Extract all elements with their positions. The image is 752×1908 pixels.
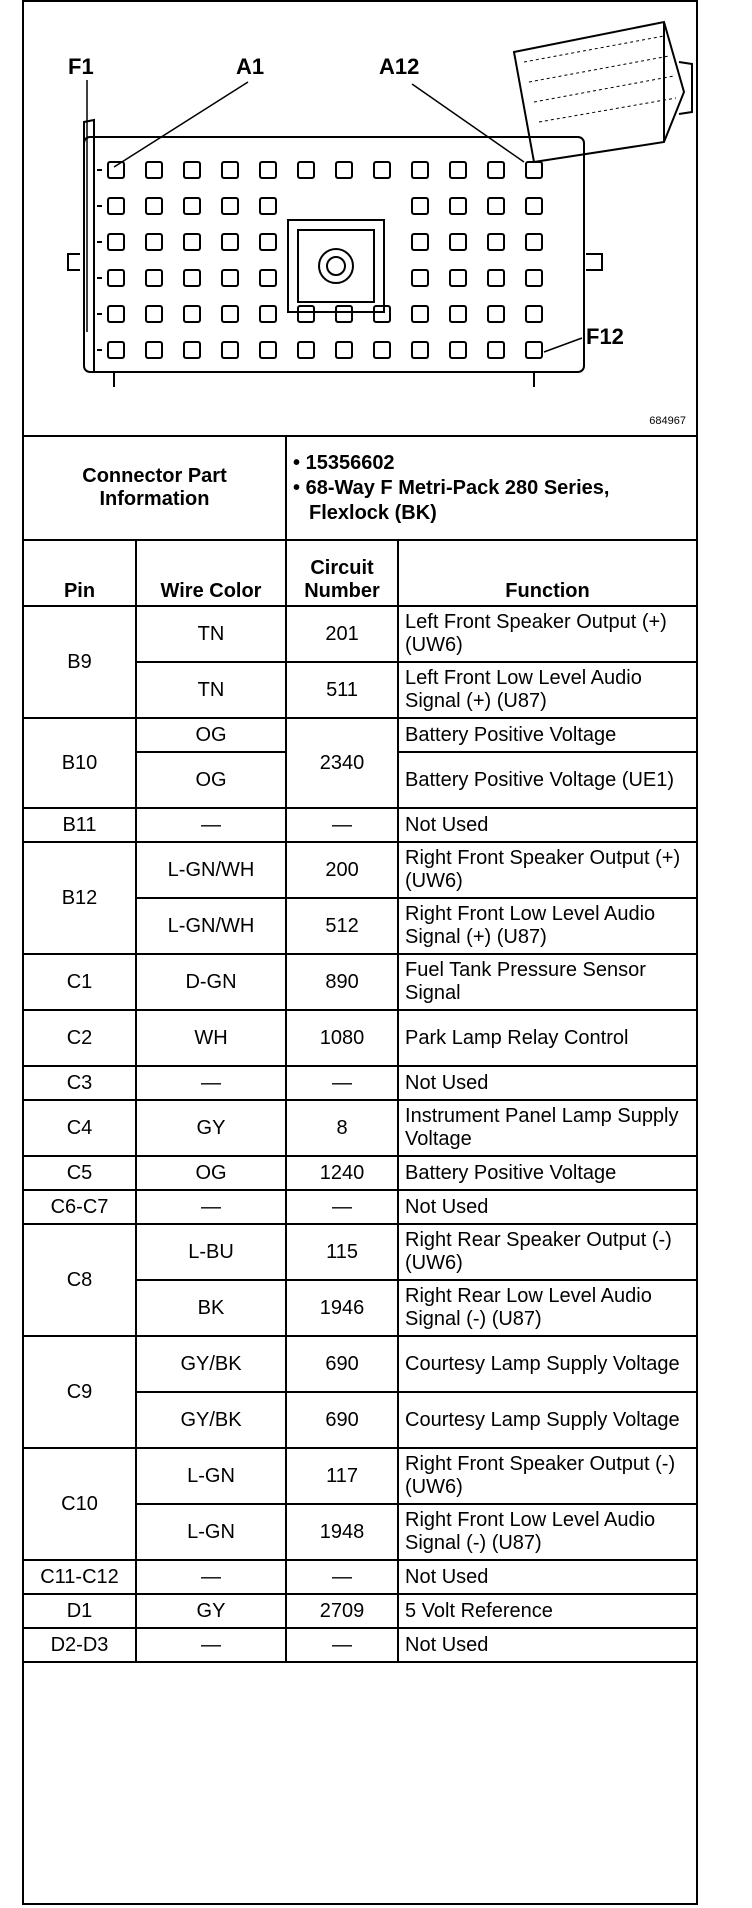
table-row: [24, 954, 696, 1010]
terminal-cavity: [184, 270, 200, 286]
function-cell: Not Used: [398, 1066, 696, 1100]
wire-color-cell: —: [136, 808, 286, 842]
terminal-cavity: [108, 162, 124, 178]
wire-color-cell: L-GN/WH: [136, 842, 286, 898]
pinout-table: [24, 437, 696, 1663]
connector-face-drawing: [24, 2, 696, 435]
wire-color-cell: —: [136, 1560, 286, 1594]
terminal-cavity: [260, 198, 276, 214]
terminal-cavity: [260, 234, 276, 250]
circuit-number-cell: 512: [286, 898, 398, 954]
table-row: [24, 1010, 696, 1066]
wire-color-cell: GY/BK: [136, 1336, 286, 1392]
terminal-cavity: [184, 234, 200, 250]
terminal-cavity: [450, 270, 466, 286]
wire-color-cell: L-GN/WH: [136, 898, 286, 954]
figure-id: 684967: [649, 415, 686, 427]
terminal-cavity: [526, 270, 542, 286]
connector-tab-left: [68, 254, 80, 270]
circuit-number-cell: 690: [286, 1336, 398, 1392]
table-row: [24, 808, 696, 842]
terminal-cavity: [336, 162, 352, 178]
table-row: [24, 842, 696, 898]
terminal-cavity: [488, 270, 504, 286]
function-cell: Right Front Speaker Output (-) (UW6): [398, 1448, 696, 1504]
center-boss-outer: [288, 220, 384, 312]
wire-color-cell: OG: [136, 752, 286, 808]
wire-color-cell: OG: [136, 1156, 286, 1190]
terminal-cavity: [184, 306, 200, 322]
function-cell: Right Rear Speaker Output (-) (UW6): [398, 1224, 696, 1280]
part-info-details: [286, 437, 696, 540]
circuit-number-cell: —: [286, 1066, 398, 1100]
pin-cell: C1: [24, 954, 136, 1010]
function-cell: Left Front Speaker Output (+) (UW6): [398, 606, 696, 662]
pin-cell: D1: [24, 1594, 136, 1628]
circuit-number-cell: 2340: [286, 718, 398, 808]
terminal-cavity: [260, 342, 276, 358]
terminal-cavity: [450, 234, 466, 250]
wire-color-cell: L-BU: [136, 1224, 286, 1280]
function-cell: Courtesy Lamp Supply Voltage: [398, 1392, 696, 1448]
pin-cell: C5: [24, 1156, 136, 1190]
table-row: [24, 718, 696, 752]
terminal-cavity: [526, 306, 542, 322]
circuit-number-cell: 890: [286, 954, 398, 1010]
wire-color-cell: —: [136, 1628, 286, 1662]
table-row: [24, 1560, 696, 1594]
function-cell: Right Front Low Level Audio Signal (-) (U87): [398, 1504, 696, 1560]
terminal-cavity: [488, 342, 504, 358]
center-bolt: [327, 257, 345, 275]
connector-body: [84, 137, 584, 372]
terminal-cavity: [526, 342, 542, 358]
function-cell: Left Front Low Level Audio Signal (+) (U87): [398, 662, 696, 718]
circuit-number-cell: —: [286, 1628, 398, 1662]
function-cell: 5 Volt Reference: [398, 1594, 696, 1628]
function-cell: Battery Positive Voltage: [398, 1156, 696, 1190]
function-cell: Park Lamp Relay Control: [398, 1010, 696, 1066]
terminal-cavity: [146, 342, 162, 358]
terminal-cavity: [526, 198, 542, 214]
pin-cell: C3: [24, 1066, 136, 1100]
center-boss-inner: [298, 230, 374, 302]
terminal-cavity: [374, 162, 390, 178]
terminal-cavity: [222, 342, 238, 358]
terminal-cavity: [146, 234, 162, 250]
pin-cell: C9: [24, 1336, 136, 1448]
header-wire-color: Wire Color: [136, 540, 286, 606]
wire-color-cell: OG: [136, 718, 286, 752]
terminal-cavity: [298, 306, 314, 322]
table-row: [24, 1066, 696, 1100]
wire-color-cell: TN: [136, 662, 286, 718]
part-number: • 15356602: [293, 451, 395, 474]
circuit-number-cell: —: [286, 808, 398, 842]
circuit-number-cell: 1080: [286, 1010, 398, 1066]
terminal-cavity: [412, 270, 428, 286]
pin-cell: B10: [24, 718, 136, 808]
terminal-cavity: [184, 198, 200, 214]
circuit-number-cell: 201: [286, 606, 398, 662]
leader-a1: [114, 82, 248, 167]
circuit-number-cell: 1948: [286, 1504, 398, 1560]
wire-color-cell: GY/BK: [136, 1392, 286, 1448]
terminal-cavity: [222, 234, 238, 250]
pin-cell: C8: [24, 1224, 136, 1336]
function-cell: Not Used: [398, 1560, 696, 1594]
function-cell: Battery Positive Voltage: [398, 718, 696, 752]
terminal-cavity: [412, 198, 428, 214]
wire-color-cell: —: [136, 1190, 286, 1224]
terminal-cavity: [108, 306, 124, 322]
pin-cell: C2: [24, 1010, 136, 1066]
table-row: [24, 1448, 696, 1504]
callout-a1: A1: [236, 54, 265, 79]
table-row: [24, 1190, 696, 1224]
function-cell: Fuel Tank Pressure Sensor Signal: [398, 954, 696, 1010]
pin-cell: B11: [24, 808, 136, 842]
connector-iso-outline: [514, 22, 684, 162]
circuit-number-cell: —: [286, 1560, 398, 1594]
table-row: [24, 1156, 696, 1190]
function-cell: Battery Positive Voltage (UE1): [398, 752, 696, 808]
terminal-cavity: [526, 162, 542, 178]
circuit-number-cell: 1946: [286, 1280, 398, 1336]
terminal-cavity: [450, 162, 466, 178]
terminal-cavity: [108, 198, 124, 214]
wire-color-cell: L-GN: [136, 1504, 286, 1560]
circuit-number-cell: 117: [286, 1448, 398, 1504]
part-info-row: [24, 437, 696, 540]
terminal-cavity: [488, 306, 504, 322]
part-info-label: Connector Part Information: [24, 437, 286, 540]
table-row: [24, 1336, 696, 1392]
terminal-cavity: [450, 198, 466, 214]
function-cell: Right Rear Low Level Audio Signal (-) (U87): [398, 1280, 696, 1336]
connector-feet: [114, 372, 534, 387]
pin-cell: B9: [24, 606, 136, 718]
terminal-cavity: [298, 162, 314, 178]
terminal-cavity: [450, 342, 466, 358]
terminal-cavity: [336, 342, 352, 358]
function-cell: Instrument Panel Lamp Supply Voltage: [398, 1100, 696, 1156]
wire-color-cell: GY: [136, 1100, 286, 1156]
terminal-cavity: [412, 234, 428, 250]
terminal-cavity: [108, 342, 124, 358]
connector-description: • 68-Way F Metri-Pack 280 Series, Flexlock (BK): [293, 476, 610, 524]
wire-color-cell: TN: [136, 606, 286, 662]
table-row: [24, 606, 696, 662]
circuit-number-cell: 115: [286, 1224, 398, 1280]
terminal-cavity: [450, 306, 466, 322]
callout-f12: F12: [586, 324, 624, 349]
callout-f1: F1: [68, 54, 94, 79]
terminal-cavity: [146, 270, 162, 286]
terminal-cavity: [488, 198, 504, 214]
terminal-cavity: [260, 306, 276, 322]
terminal-cavity: [108, 234, 124, 250]
terminal-cavity: [222, 162, 238, 178]
terminal-cavity: [260, 270, 276, 286]
pin-cell: B12: [24, 842, 136, 954]
terminal-cavity: [526, 234, 542, 250]
terminal-cavity: [146, 306, 162, 322]
wire-color-cell: D-GN: [136, 954, 286, 1010]
table-row: [24, 1628, 696, 1662]
circuit-number-cell: 2709: [286, 1594, 398, 1628]
circuit-number-cell: 200: [286, 842, 398, 898]
table-row: [24, 1594, 696, 1628]
table-row: [24, 1100, 696, 1156]
terminal-cavity: [412, 342, 428, 358]
terminal-cavity: [336, 306, 352, 322]
wire-color-cell: GY: [136, 1594, 286, 1628]
pin-cell: C4: [24, 1100, 136, 1156]
terminal-cavity: [184, 342, 200, 358]
terminal-cavity: [222, 198, 238, 214]
terminal-cavity: [222, 270, 238, 286]
function-cell: Right Front Low Level Audio Signal (+) (U87): [398, 898, 696, 954]
terminal-cavity: [108, 270, 124, 286]
function-cell: Courtesy Lamp Supply Voltage: [398, 1336, 696, 1392]
connector-latch-left: [84, 120, 94, 372]
terminal-cavity: [222, 306, 238, 322]
terminal-cavity: [374, 342, 390, 358]
terminal-cavity: [146, 162, 162, 178]
connector-iso-cavities: [524, 36, 676, 122]
leader-f12: [544, 338, 582, 352]
pin-cell: C6-C7: [24, 1190, 136, 1224]
center-bolt-ring: [319, 249, 353, 283]
wire-color-cell: WH: [136, 1010, 286, 1066]
wire-color-cell: —: [136, 1066, 286, 1100]
connector-sheet: [22, 0, 698, 1905]
callout-a12: A12: [379, 54, 420, 79]
function-cell: Right Front Speaker Output (+) (UW6): [398, 842, 696, 898]
leader-a12: [412, 84, 524, 162]
circuit-number-cell: 511: [286, 662, 398, 718]
terminal-cavity: [184, 162, 200, 178]
function-cell: Not Used: [398, 1190, 696, 1224]
header-pin: Pin: [24, 540, 136, 606]
pin-cell: C10: [24, 1448, 136, 1560]
circuit-number-cell: 1240: [286, 1156, 398, 1190]
wire-color-cell: L-GN: [136, 1448, 286, 1504]
pin-cell: C11-C12: [24, 1560, 136, 1594]
circuit-number-cell: —: [286, 1190, 398, 1224]
header-row: [24, 540, 696, 606]
header-function: Function: [398, 540, 696, 606]
terminal-cavity: [412, 162, 428, 178]
terminal-cavity: [146, 198, 162, 214]
circuit-number-cell: 690: [286, 1392, 398, 1448]
terminal-cavity: [488, 234, 504, 250]
function-cell: Not Used: [398, 1628, 696, 1662]
connector-tab-right: [586, 254, 602, 270]
header-circuit-number: Circuit Number: [286, 540, 398, 606]
circuit-number-cell: 8: [286, 1100, 398, 1156]
terminal-cavity: [412, 306, 428, 322]
function-cell: Not Used: [398, 808, 696, 842]
table-row: [24, 1224, 696, 1280]
wire-color-cell: BK: [136, 1280, 286, 1336]
terminal-cavity: [298, 342, 314, 358]
terminal-cavity: [260, 162, 276, 178]
pin-cell: D2-D3: [24, 1628, 136, 1662]
connector-diagram: [24, 2, 696, 437]
terminal-cavity: [488, 162, 504, 178]
terminal-cavity: [374, 306, 390, 322]
